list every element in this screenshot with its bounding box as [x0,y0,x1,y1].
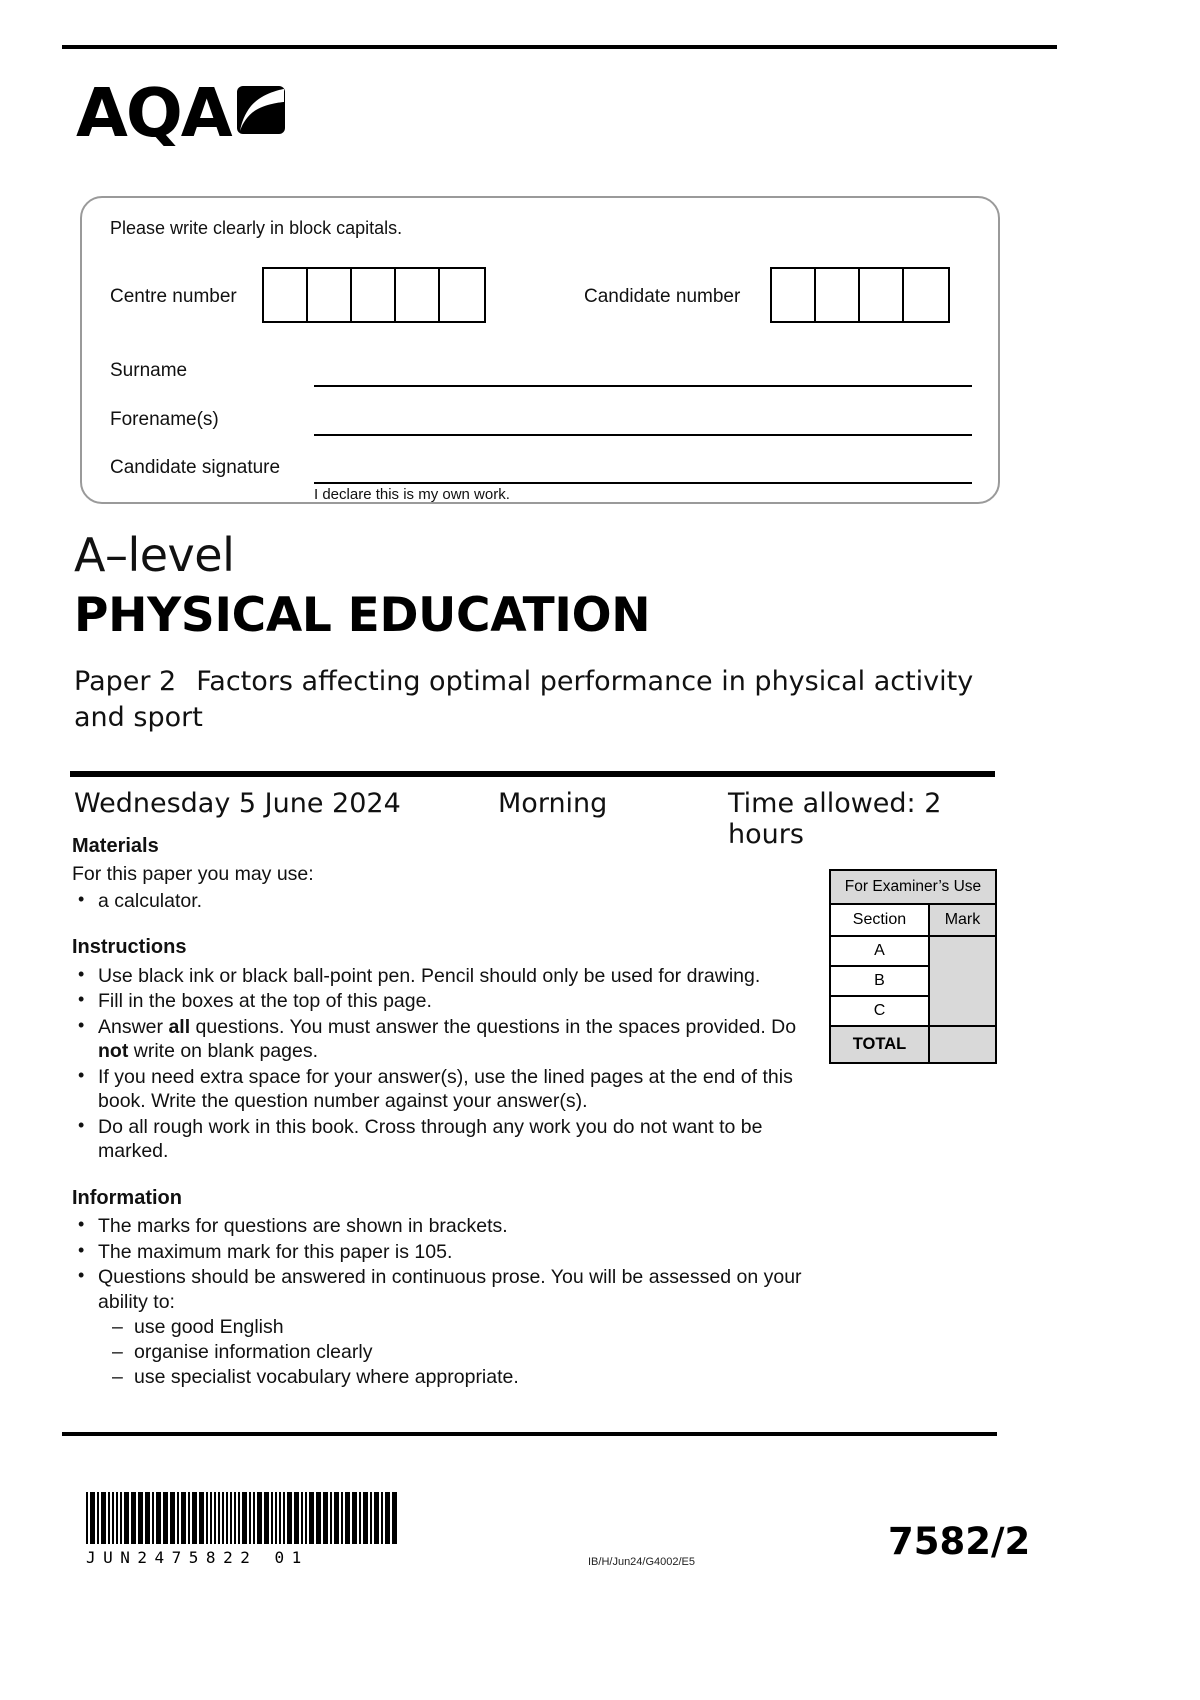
surname-label: Surname [110,360,188,381]
candidate-signature-input[interactable] [314,482,972,484]
total-mark-cell[interactable] [929,1026,996,1063]
information-sub-item: – use good English [112,1315,812,1340]
qualification-level: A–level [74,528,235,582]
paper-number: Paper 2 [74,666,177,697]
information-list [72,1214,812,1314]
paper-code: 7582/2 [888,1520,1031,1563]
information-item: • Questions should be answered in continuous prose. You will be assessed on your ability to: [72,1265,812,1314]
centre-number-label: Centre number [110,286,237,307]
materials-intro: For this paper you may use: [72,863,314,886]
instruction-item: • Use black ink or black ball-point pen. Pencil should only be used for drawing. [72,964,812,989]
information-heading: Information [72,1187,182,1209]
paper-title-line [74,664,974,737]
subject-title: PHYSICAL EDUCATION [74,588,651,643]
information-sub-item: – organise information clearly [112,1340,812,1365]
exam-time-allowed: Time allowed: 2 hours [728,788,942,850]
table-row-total [830,1026,996,1063]
candidate-number-input[interactable] [770,267,950,323]
barcode-bars [86,1492,399,1544]
materials-heading: Materials [72,835,159,857]
title-rule [70,771,995,777]
cover-instructions-column [72,834,812,1389]
block-capitals-note: Please write clearly in block capitals. [110,218,403,238]
surname-input[interactable] [314,385,972,387]
candidate-number-cell[interactable] [816,269,860,321]
centre-number-cell[interactable] [264,269,308,321]
information-item: • The maximum mark for this paper is 105. [72,1240,812,1265]
section-b-label: B [830,966,929,996]
instruction-item: • Answer all questions. You must answer the questions in the spaces provided. Do not write on blank pages. [72,1015,812,1064]
section-a-label: A [830,936,929,966]
candidate-signature-label: Candidate signature [110,457,281,478]
centre-number-cell[interactable] [440,269,484,321]
barcode-text: JUN2475822 01 [86,1548,309,1567]
paper-description: Factors affecting optimal performance in physical activity and sport [74,666,974,734]
internal-reference-code: IB/H/Jun24/G4002/E5 [588,1556,696,1568]
declaration-text: I declare this is my own work. [314,486,510,503]
materials-list [72,889,812,914]
candidate-number-cell[interactable] [772,269,816,321]
instructions-heading: Instructions [72,936,187,959]
materials-item: • a calculator. [72,889,812,914]
examiner-col-mark: Mark [929,904,996,936]
candidate-details-box [80,196,1000,504]
examiner-table-title: For Examiner’s Use [830,870,996,904]
footer-rule [62,1432,997,1436]
centre-number-cell[interactable] [396,269,440,321]
instruction-item: • Fill in the boxes at the top of this page. [72,989,812,1014]
centre-number-cell[interactable] [308,269,352,321]
table-row [830,936,996,966]
aqa-logo [76,74,285,152]
forename-label: Forename(s) [110,409,219,430]
section-c-label: C [830,996,929,1026]
examiner-col-section: Section [830,904,929,936]
centre-number-cell[interactable] [352,269,396,321]
examiner-use-table [829,869,997,1064]
centre-number-input[interactable] [262,267,486,323]
aqa-wordmark: AQA [76,74,231,152]
information-sub-list [72,1315,812,1389]
barcode [86,1492,399,1567]
header-rule [62,45,1057,49]
information-sub-item: – use specialist vocabulary where appropriate. [112,1365,812,1390]
exam-session: Morning [498,788,608,819]
forename-input[interactable] [314,434,972,436]
instructions-list [72,964,812,1165]
candidate-number-cell[interactable] [904,269,948,321]
information-item: • The marks for questions are shown in brackets. [72,1214,812,1239]
instruction-item: • Do all rough work in this book. Cross through any work you do not want to be marked. [72,1115,812,1164]
aqa-leaf-icon [237,86,285,134]
instruction-item: • If you need extra space for your answer(s), use the lined pages at the end of this book. Write the question number against your answer(s). [72,1065,812,1114]
candidate-number-label: Candidate number [584,286,741,307]
section-marks-cell[interactable] [929,936,996,1026]
exam-date: Wednesday 5 June 2024 [74,788,401,819]
total-label: TOTAL [830,1026,929,1063]
candidate-number-cell[interactable] [860,269,904,321]
